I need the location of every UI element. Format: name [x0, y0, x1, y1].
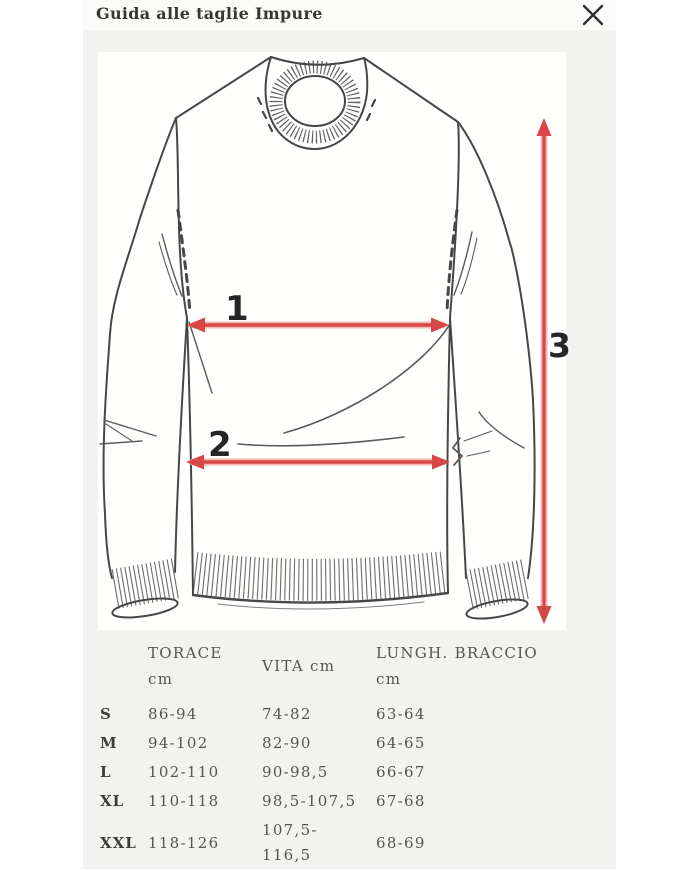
vita-value: 98,5-107,5	[262, 792, 357, 810]
sweater-illustration	[98, 52, 571, 630]
vita-value: 82-90	[262, 734, 312, 752]
torace-value: 118-126	[148, 833, 220, 852]
braccio-value: 63-64	[376, 705, 426, 723]
left-cuff-ribbing	[111, 578, 179, 621]
size-label: M	[100, 734, 118, 752]
chest-measure-label: 1	[225, 289, 249, 329]
braccio-value: 66-67	[376, 763, 426, 781]
size-guide-modal	[83, 0, 616, 869]
close-icon	[580, 2, 606, 28]
size-table-header-row	[100, 637, 610, 700]
modal-titlebar	[83, 0, 616, 30]
torace-value: 86-94	[148, 705, 198, 723]
table-row-xl	[100, 787, 610, 816]
size-label: L	[100, 763, 112, 781]
torace-value: 110-118	[148, 792, 220, 810]
measurement-arrows	[186, 118, 552, 624]
right-cuff-ribbing	[465, 579, 529, 622]
size-label: XXL	[100, 833, 137, 852]
vita-value: 107,5-116,5	[262, 821, 318, 864]
torace-value: 94-102	[148, 734, 209, 752]
vita-value: 90-98,5	[262, 763, 329, 781]
braccio-value: 68-69	[376, 833, 426, 852]
sweater-outline	[100, 57, 535, 622]
braccio-column-header: LUNGH. BRACCIO cm	[376, 644, 539, 688]
length-measure-label: 3	[548, 326, 571, 365]
vita-value: 74-82	[262, 705, 312, 723]
vita-column-header: VITA cm	[262, 657, 336, 675]
length-arrow	[537, 118, 552, 624]
braccio-value: 67-68	[376, 792, 426, 810]
table-row-s	[100, 700, 610, 729]
size-table	[100, 637, 610, 870]
hem-ribbing	[193, 572, 448, 609]
braccio-value: 64-65	[376, 734, 426, 752]
size-label: XL	[100, 792, 125, 810]
torace-column-header: TORACE cm	[148, 644, 223, 688]
modal-title: Guida alle taglie Impure	[96, 4, 323, 23]
table-row-m	[100, 729, 610, 758]
fabric-creases	[100, 232, 524, 465]
sweater-size-diagram	[98, 52, 571, 630]
waist-measure-label: 2	[208, 425, 232, 465]
size-column-header	[100, 637, 148, 700]
table-row-xxl	[100, 816, 610, 870]
close-button[interactable]	[580, 2, 606, 28]
size-label: S	[100, 705, 112, 723]
table-row-l	[100, 758, 610, 787]
collar	[258, 57, 375, 149]
torace-value: 102-110	[148, 763, 220, 781]
size-table-section	[100, 637, 610, 870]
